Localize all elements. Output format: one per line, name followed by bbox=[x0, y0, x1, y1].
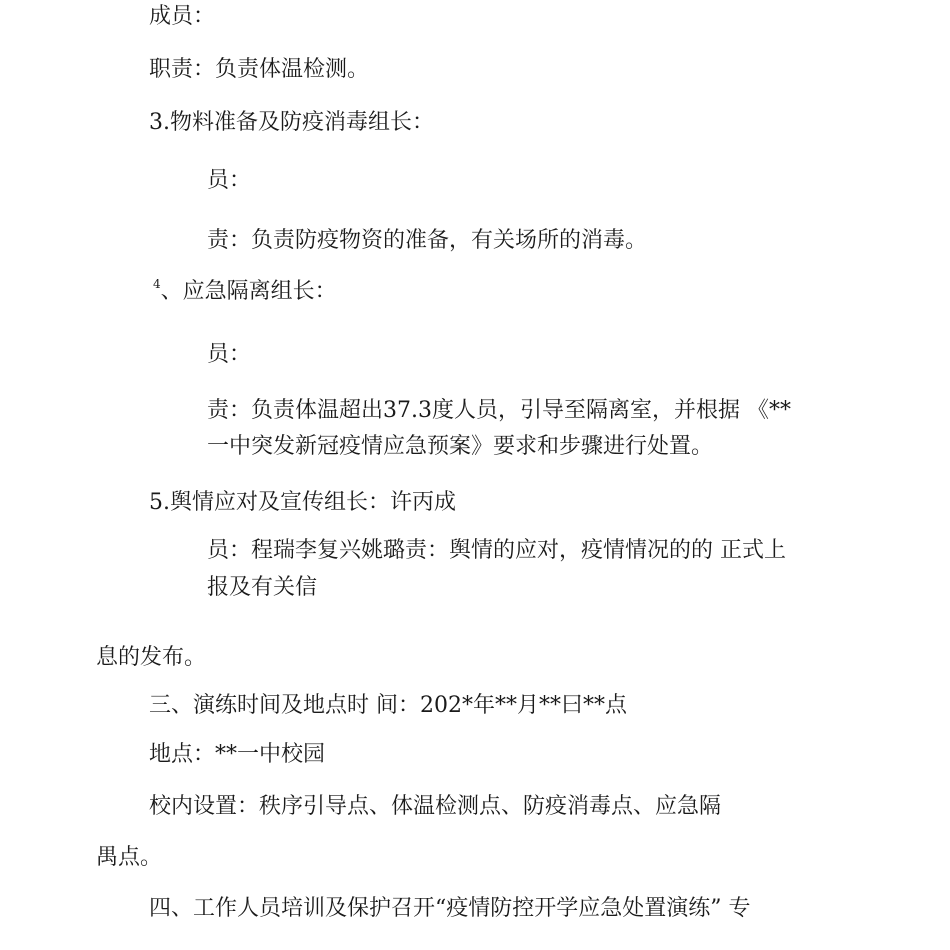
section-heading: 5.舆情应对及宣传组长：许丙成 bbox=[149, 490, 456, 515]
text-line: 责：负责体温超出37.3度人员，引导至隔离室，并根据 《** bbox=[207, 398, 791, 423]
heading-text: 、应急隔离组长： bbox=[160, 279, 337, 304]
text-line: 息的发布。 bbox=[96, 645, 207, 670]
section-heading bbox=[153, 277, 337, 309]
text-line: 员：程瑞李复兴姚璐责：舆情的应对，疫情情况的的 正式上 bbox=[207, 538, 786, 563]
text-line: 责：负责防疫物资的准备，有关场所的消毒。 bbox=[207, 228, 648, 253]
text-line: 职责：负责体温检测。 bbox=[149, 57, 370, 82]
text-line: 成员： bbox=[149, 4, 216, 29]
text-line: 员： bbox=[207, 342, 252, 367]
text-line: 报及有关信 bbox=[207, 575, 318, 600]
text-line: 员： bbox=[207, 168, 252, 193]
text-line: 地点：**一中校园 bbox=[149, 742, 326, 767]
text-line: 禺点。 bbox=[96, 845, 163, 870]
section-heading: 三、演练时间及地点时 间：202*年**月**曰**点 bbox=[149, 693, 627, 718]
section-heading: 3.物料准备及防疫消毒组长： bbox=[149, 110, 434, 135]
section-heading: 四、工作人员培训及保护召开“疫情防控开学应急处置演练” 专 bbox=[149, 896, 751, 921]
text-line: 一中突发新冠疫情应急预案》要求和步骤进行处置。 bbox=[207, 434, 714, 459]
text-line: 校内设置：秩序引导点、体温检测点、防疫消毒点、应急隔 bbox=[149, 794, 722, 819]
heading-number: 4 bbox=[153, 277, 161, 291]
